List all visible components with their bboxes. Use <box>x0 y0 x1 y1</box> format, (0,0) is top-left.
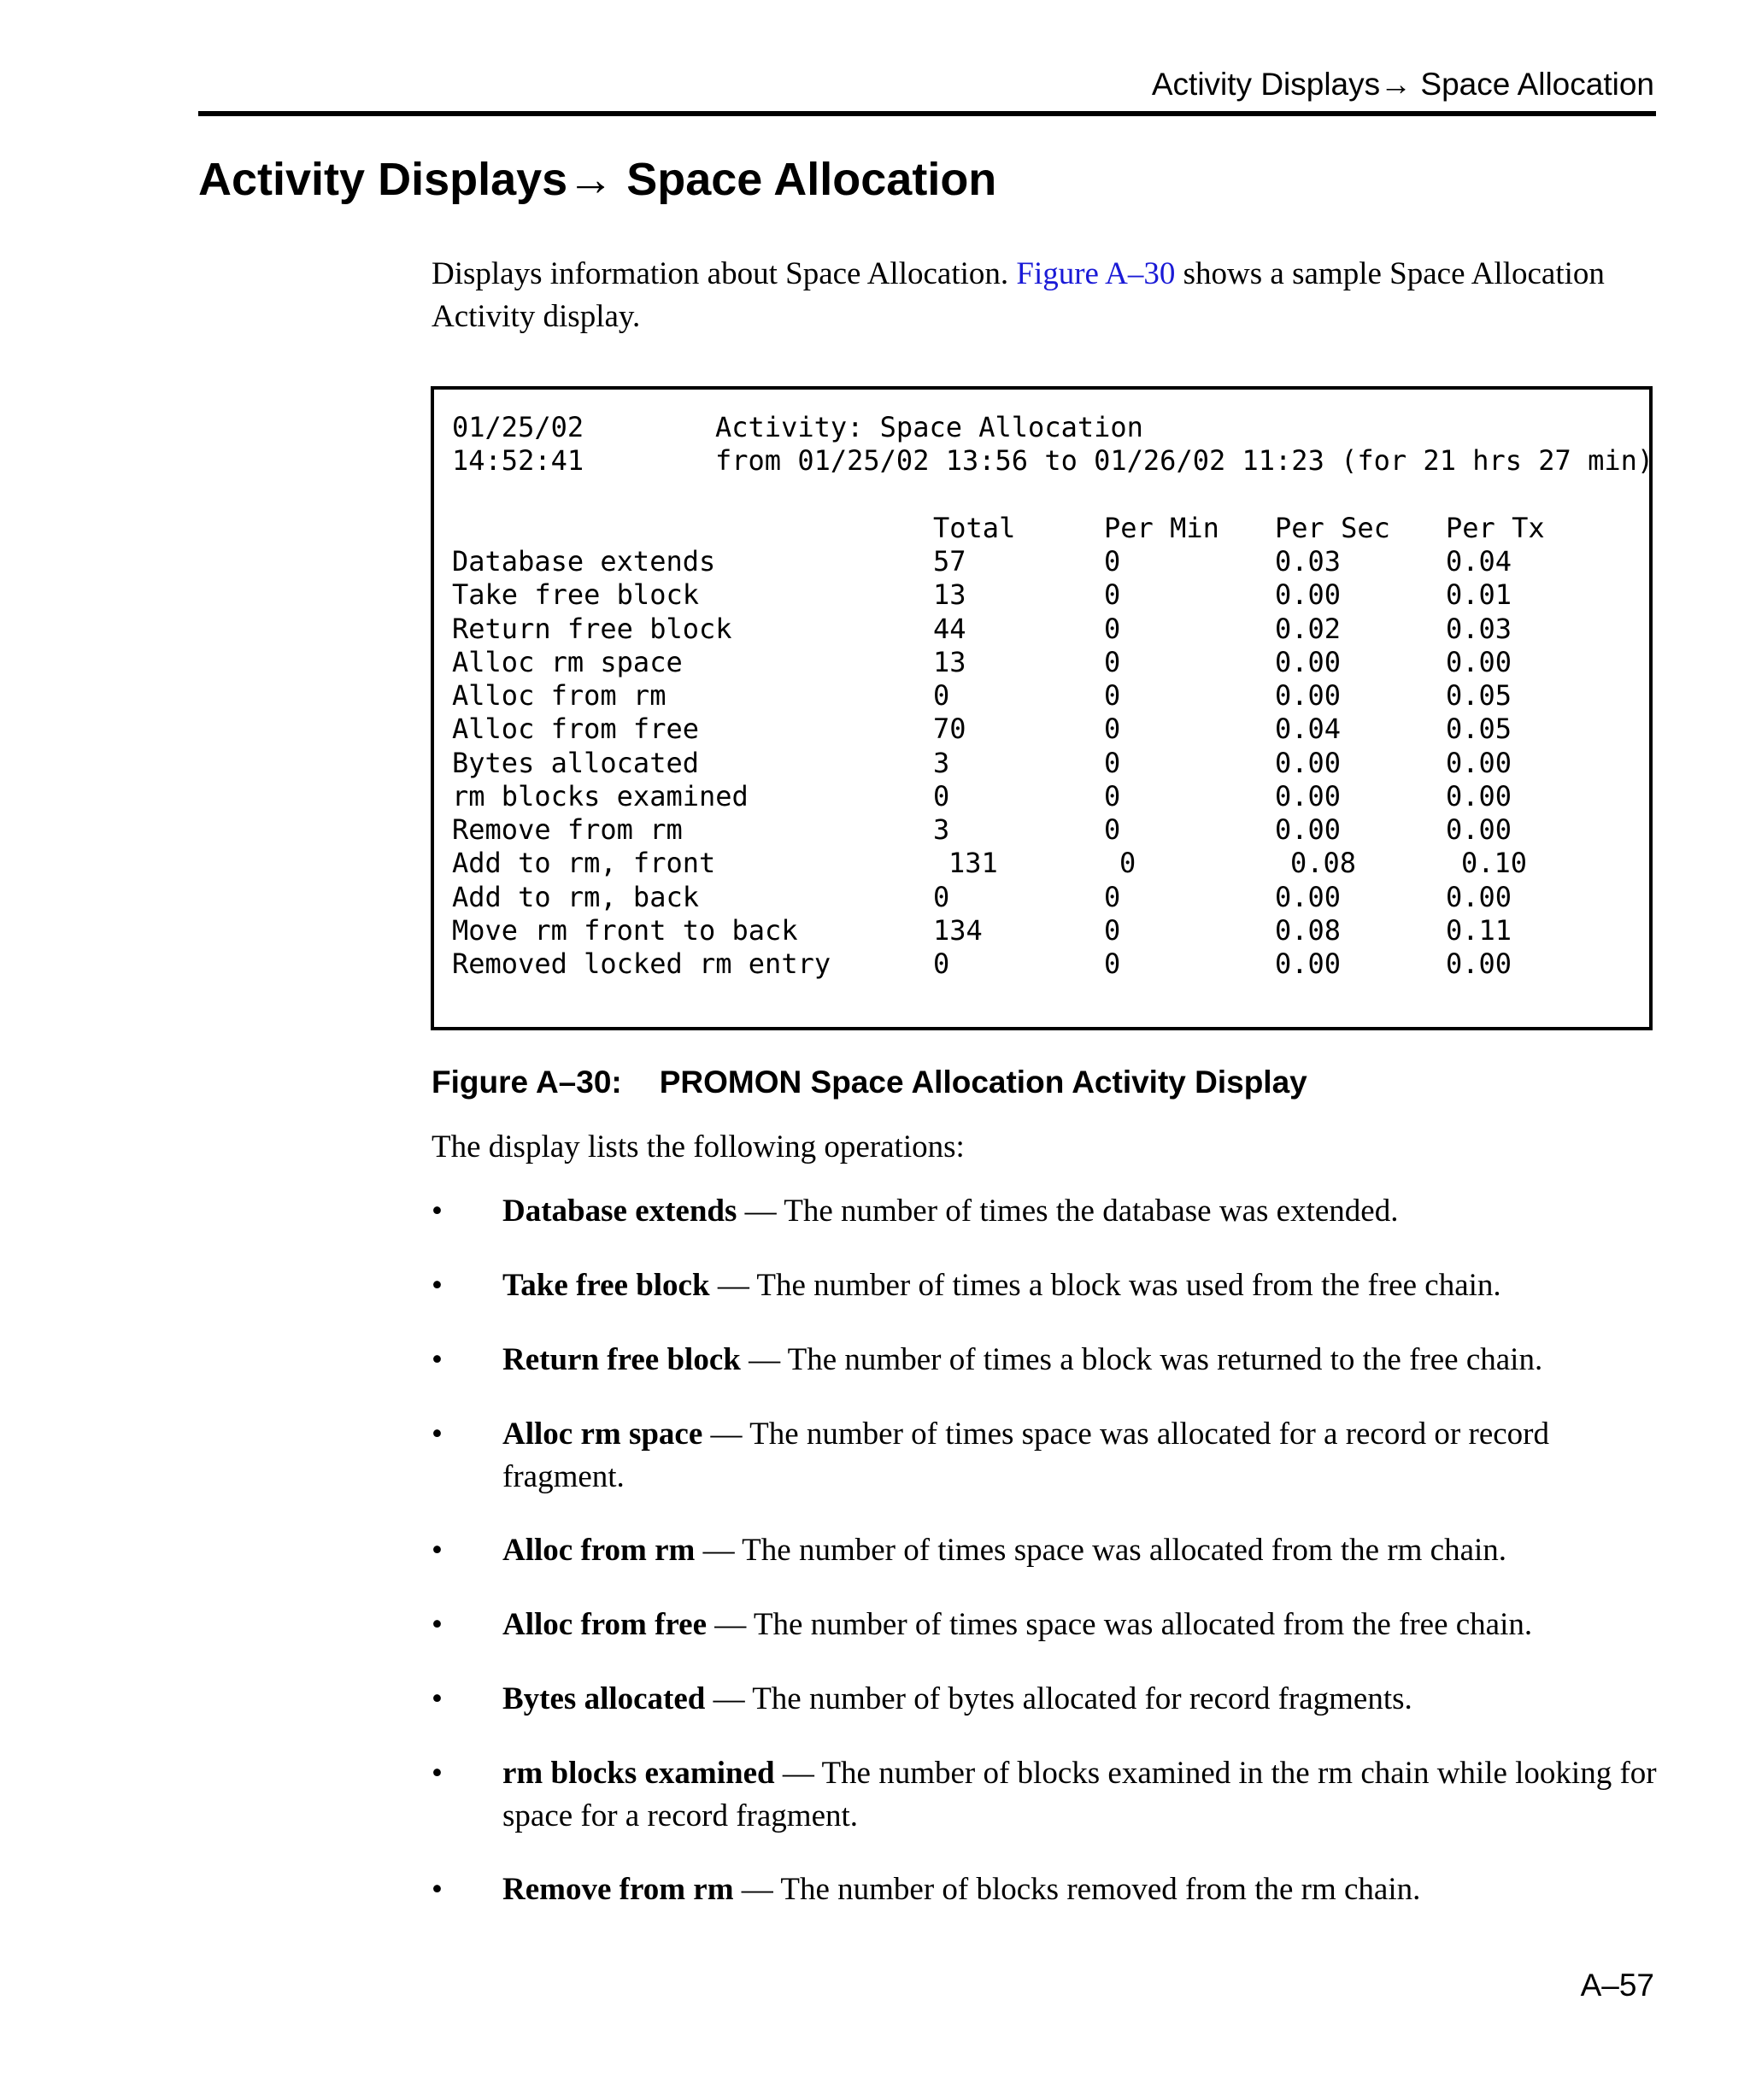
row-label: Add to rm, back <box>452 880 699 913</box>
row-per-min: 0 <box>1104 578 1121 612</box>
row-per-tx: 0.05 <box>1446 679 1512 712</box>
column-header-per-tx: Per Tx <box>1446 512 1545 544</box>
row-total: 44 <box>933 612 966 645</box>
row-per-tx: 0.11 <box>1446 913 1512 947</box>
row-per-tx: 0.00 <box>1446 779 1512 812</box>
row-per-min: 0 <box>1104 913 1121 947</box>
header-rule <box>198 111 1656 116</box>
row-per-sec: 0.00 <box>1275 578 1342 612</box>
bullet-icon: • <box>432 1607 443 1642</box>
row-total: 131 <box>948 847 998 880</box>
row-total: 134 <box>933 913 983 947</box>
row-per-tx: 0.10 <box>1461 847 1528 880</box>
list-intro: The display lists the following operations: <box>432 1129 965 1164</box>
list-item-description: — The number of times space was allocated from the rm chain. <box>695 1533 1507 1568</box>
row-per-sec: 0.00 <box>1275 645 1342 678</box>
display-range: from 01/25/02 13:56 to 01/26/02 11:23 (for 21 hrs 27 min) <box>715 444 1654 477</box>
row-total: 0 <box>933 779 950 812</box>
row-per-sec: 0.00 <box>1275 679 1342 712</box>
row-label: Database extends <box>452 545 716 578</box>
list-item-description: — The number of blocks removed from the rm chain. <box>733 1872 1421 1907</box>
list-item-description: — The number of blocks examined in the rm chain while looking for space for a record fragment. <box>502 1756 1657 1833</box>
row-label: Alloc rm space <box>452 645 683 678</box>
bullet-icon: • <box>432 1268 443 1303</box>
figure-caption <box>432 1066 1307 1098</box>
row-label: Move rm front to back <box>452 913 798 947</box>
row-per-min: 0 <box>1104 779 1121 812</box>
bullet-icon: • <box>432 1342 443 1377</box>
row-label: Alloc from rm <box>452 679 667 712</box>
display-title: Activity: Space Allocation <box>715 411 1143 443</box>
page-number: A–57 <box>1580 1968 1654 2003</box>
display-date: 01/25/02 <box>452 411 584 443</box>
list-item-text <box>502 1190 1660 1233</box>
row-per-sec: 0.00 <box>1275 813 1342 846</box>
row-label: Alloc from free <box>452 713 699 746</box>
row-per-min: 0 <box>1104 713 1121 746</box>
row-label: Add to rm, front <box>452 847 716 880</box>
row-per-min: 0 <box>1104 947 1121 980</box>
row-total: 0 <box>933 880 950 913</box>
row-total: 13 <box>933 645 966 678</box>
list-item-text <box>502 1868 1660 1911</box>
list-item-description: — The number of times a block was returned to the free chain. <box>740 1342 1543 1377</box>
section-title: Activity Displays→ Space Allocation <box>198 154 997 205</box>
row-per-tx: 0.00 <box>1446 813 1512 846</box>
intro-paragraph <box>432 253 1662 338</box>
row-label: rm blocks examined <box>452 779 749 812</box>
row-total: 3 <box>933 813 950 846</box>
row-per-sec: 0.00 <box>1275 746 1342 779</box>
bullet-icon: • <box>432 1533 443 1568</box>
row-per-tx: 0.00 <box>1446 645 1512 678</box>
row-per-tx: 0.01 <box>1446 578 1512 612</box>
list-item-description: — The number of times the database was extended. <box>737 1194 1399 1229</box>
row-per-sec: 0.08 <box>1275 913 1342 947</box>
list-item-term: Return free block <box>502 1342 741 1377</box>
row-per-sec: 0.00 <box>1275 880 1342 913</box>
row-per-min: 0 <box>1104 645 1121 678</box>
list-item-term: rm blocks examined <box>502 1756 775 1791</box>
row-per-sec: 0.00 <box>1275 947 1342 980</box>
row-per-sec: 0.08 <box>1290 847 1357 880</box>
row-per-tx: 0.05 <box>1446 713 1512 746</box>
row-per-min: 0 <box>1104 679 1121 712</box>
row-per-tx: 0.00 <box>1446 947 1512 980</box>
figure-number: Figure A–30: <box>432 1065 622 1100</box>
intro-text-start: Displays information about Space Allocation. <box>432 256 1017 291</box>
row-label: Take free block <box>452 578 699 612</box>
figure-link[interactable]: Figure A–30 <box>1016 256 1176 291</box>
list-item-term: Bytes allocated <box>502 1681 706 1716</box>
column-header-per-sec: Per Sec <box>1275 512 1390 544</box>
list-item-text <box>502 1264 1660 1307</box>
running-header: Activity Displays→ Space Allocation <box>1151 67 1654 102</box>
figure-title: PROMON Space Allocation Activity Display <box>659 1065 1307 1100</box>
row-per-sec: 0.00 <box>1275 779 1342 812</box>
row-total: 0 <box>933 679 950 712</box>
row-label: Remove from rm <box>452 813 683 846</box>
list-item-description: — The number of bytes allocated for record fragments. <box>705 1681 1412 1716</box>
row-per-tx: 0.00 <box>1446 746 1512 779</box>
intro-text-end: shows a sample Space Allocation Activity display. <box>432 256 1605 334</box>
row-per-tx: 0.03 <box>1446 612 1512 645</box>
list-item-term: Take free block <box>502 1268 710 1303</box>
row-label: Bytes allocated <box>452 746 699 779</box>
row-per-min: 0 <box>1104 813 1121 846</box>
row-total: 0 <box>933 947 950 980</box>
row-total: 57 <box>933 545 966 578</box>
row-label: Removed locked rm entry <box>452 947 831 980</box>
row-label: Return free block <box>452 612 732 645</box>
list-item-text <box>502 1339 1660 1381</box>
column-header-total: Total <box>933 512 1016 544</box>
bullet-icon: • <box>432 1756 443 1791</box>
column-header-per-min: Per Min <box>1104 512 1219 544</box>
row-per-min: 0 <box>1119 847 1136 880</box>
list-item-term: Alloc rm space <box>502 1417 703 1452</box>
list-item-term: Database extends <box>502 1194 737 1229</box>
list-item-text <box>502 1529 1660 1572</box>
row-per-min: 0 <box>1104 746 1121 779</box>
list-item-term: Remove from rm <box>502 1872 734 1907</box>
bullet-icon: • <box>432 1417 443 1452</box>
row-per-min: 0 <box>1104 545 1121 578</box>
row-per-min: 0 <box>1104 880 1121 913</box>
bullet-icon: • <box>432 1681 443 1716</box>
list-item-text <box>502 1678 1660 1721</box>
display-time: 14:52:41 <box>452 444 584 477</box>
row-per-tx: 0.00 <box>1446 880 1512 913</box>
row-per-sec: 0.03 <box>1275 545 1342 578</box>
bullet-icon: • <box>432 1194 443 1229</box>
list-item-text <box>502 1413 1660 1499</box>
row-per-sec: 0.02 <box>1275 612 1342 645</box>
list-item-term: Alloc from free <box>502 1607 708 1642</box>
list-item-description: — The number of times space was allocated for a record or record fragment. <box>502 1417 1549 1494</box>
row-total: 3 <box>933 746 950 779</box>
row-total: 70 <box>933 713 966 746</box>
row-per-tx: 0.04 <box>1446 545 1512 578</box>
list-item-term: Alloc from rm <box>502 1533 696 1568</box>
row-per-sec: 0.04 <box>1275 713 1342 746</box>
list-item-text <box>502 1752 1660 1838</box>
list-item-text <box>502 1604 1660 1646</box>
bullet-icon: • <box>432 1872 443 1907</box>
list-item-description: — The number of times space was allocated from the free chain. <box>707 1607 1533 1642</box>
list-item-description: — The number of times a block was used from the free chain. <box>709 1268 1501 1303</box>
row-total: 13 <box>933 578 966 612</box>
row-per-min: 0 <box>1104 612 1121 645</box>
